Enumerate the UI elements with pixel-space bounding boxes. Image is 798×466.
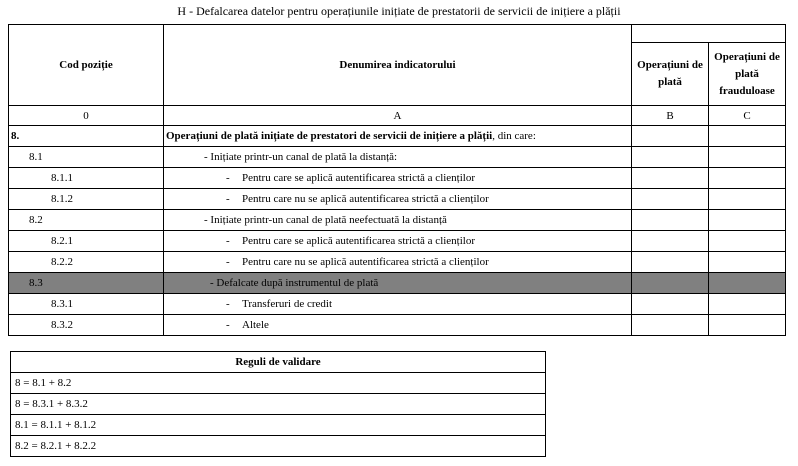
row-value-b[interactable]	[632, 168, 709, 189]
row-value-c[interactable]	[709, 210, 786, 231]
table-row	[9, 147, 786, 168]
header-blank	[632, 25, 786, 43]
row-value-c[interactable]	[709, 315, 786, 336]
subheader-col-c: C	[709, 106, 786, 126]
table-row	[9, 189, 786, 210]
row-name: - Pentru care se aplică autentificarea strictă a clienților	[164, 231, 632, 252]
header-name: Denumirea indicatorului	[164, 25, 632, 106]
row-value-c	[709, 273, 786, 294]
row-name: - Altele	[164, 315, 632, 336]
table-row	[9, 168, 786, 189]
page-title: H - Defalcarea datelor pentru operațiunile inițiate de prestatorii de servicii de inițiere a plății	[177, 4, 621, 18]
row-name: - Inițiate printr-un canal de plată la distanță:	[164, 147, 632, 168]
row-name: - Transferuri de credit	[164, 294, 632, 315]
row-value-b[interactable]	[632, 315, 709, 336]
row-name: Operațiuni de plată inițiate de prestatori de servicii de inițiere a plății, din care:	[164, 126, 632, 147]
row-code: 8.2	[9, 210, 164, 231]
row-code: 8.2.1	[9, 231, 164, 252]
row-value-b[interactable]	[632, 231, 709, 252]
row-name: - Pentru care nu se aplică autentificarea strictă a clienților	[164, 189, 632, 210]
row-name: - Pentru care nu se aplică autentificarea strictă a clienților	[164, 252, 632, 273]
subheader-col-b: B	[632, 106, 709, 126]
row-code: 8.1.2	[9, 189, 164, 210]
row-value-c[interactable]	[709, 252, 786, 273]
header-code: Cod poziție	[9, 25, 164, 106]
row-value-b	[632, 273, 709, 294]
header-col-c: Operațiuni de plată frauduloase	[709, 43, 786, 106]
row-code: 8.3.2	[9, 315, 164, 336]
table-row-shaded	[9, 273, 786, 294]
row-code: 8.2.2	[9, 252, 164, 273]
table-row	[9, 210, 786, 231]
row-value-c[interactable]	[709, 147, 786, 168]
row-name: - Pentru care se aplică autentificarea strictă a clienților	[164, 168, 632, 189]
row-value-b[interactable]	[632, 294, 709, 315]
row-value-b[interactable]	[632, 126, 709, 147]
row-value-b[interactable]	[632, 210, 709, 231]
table-row	[9, 315, 786, 336]
row-value-c[interactable]	[709, 294, 786, 315]
row-code: 8.1.1	[9, 168, 164, 189]
row-value-c[interactable]	[709, 189, 786, 210]
validation-rule: 8 = 8.3.1 + 8.3.2	[11, 394, 546, 415]
table-row	[9, 231, 786, 252]
breakdown-table	[8, 24, 786, 336]
table-row	[9, 252, 786, 273]
row-code: 8.1	[9, 147, 164, 168]
header-col-b: Operațiuni de plată	[632, 43, 709, 106]
validation-rule: 8 = 8.1 + 8.2	[11, 373, 546, 394]
row-value-b[interactable]	[632, 147, 709, 168]
row-name: - Inițiate printr-un canal de plată neefectuată la distanță	[164, 210, 632, 231]
validation-header: Reguli de validare	[11, 352, 546, 373]
row-value-c[interactable]	[709, 231, 786, 252]
validation-rule: 8.2 = 8.2.1 + 8.2.2	[11, 436, 546, 457]
row-code: 8.3.1	[9, 294, 164, 315]
row-name: - Defalcate după instrumentul de plată	[164, 273, 632, 294]
row-code: 8.3	[9, 273, 164, 294]
row-value-b[interactable]	[632, 252, 709, 273]
subheader-name: A	[164, 106, 632, 126]
table-row	[9, 126, 786, 147]
row-value-c[interactable]	[709, 126, 786, 147]
validation-rules-table	[10, 351, 546, 457]
row-value-b[interactable]	[632, 189, 709, 210]
table-row	[9, 294, 786, 315]
subheader-code: 0	[9, 106, 164, 126]
validation-rule: 8.1 = 8.1.1 + 8.1.2	[11, 415, 546, 436]
row-value-c[interactable]	[709, 168, 786, 189]
row-code: 8.	[9, 126, 164, 147]
